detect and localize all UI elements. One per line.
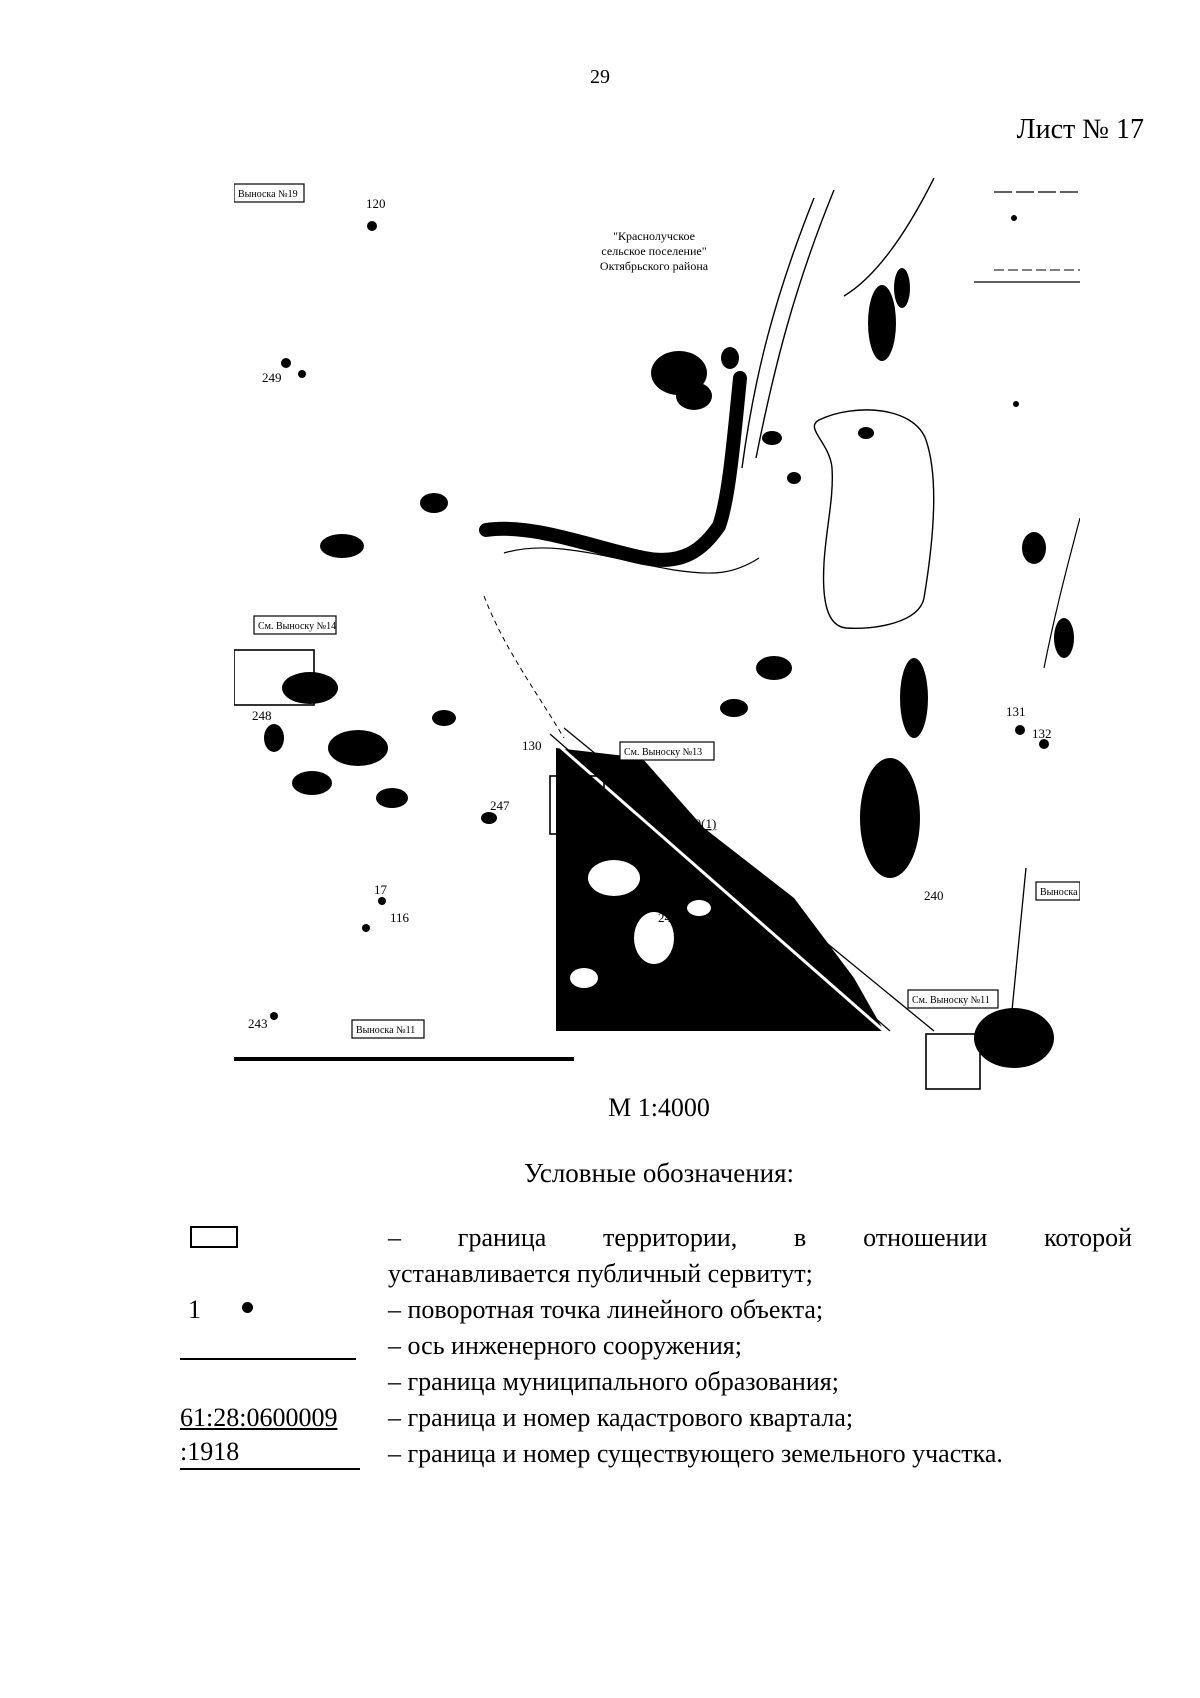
map-canvas (234, 178, 1080, 1090)
label-590: :590(1) (678, 816, 717, 831)
settlement-boundary (814, 410, 933, 628)
cadastral-map (234, 178, 1080, 1090)
svg-text:Октябрьского района: Октябрьского района (599, 259, 709, 273)
legend-symbol-kadastr (180, 1400, 388, 1436)
label-133: 133 (702, 854, 722, 869)
legend-item-servitude-boundary (180, 1220, 1132, 1292)
svg-text:Выноска №11: Выноска №11 (356, 1025, 416, 1036)
callout-c3 (620, 742, 714, 760)
label-245: 245 (658, 910, 678, 925)
callout-c2 (254, 616, 336, 634)
legend-item-land-plot (180, 1436, 1132, 1472)
label-240: 240 (924, 888, 944, 903)
point-icon (242, 1302, 253, 1313)
svg-text:Выноска: Выноска (1040, 887, 1078, 898)
legend-kadastr-number: 61:28:0600009 (180, 1403, 338, 1432)
legend-text: – ось инженерного сооружения; (388, 1331, 742, 1360)
callout-c5 (352, 1020, 424, 1038)
label-130: 130 (522, 738, 542, 753)
municipal-boundary (484, 596, 564, 738)
legend-text: – граница и номер существующего земельного участка. (388, 1439, 1003, 1468)
legend-text: – граница территории, в отношении которой (388, 1223, 1132, 1252)
svg-text:Выноска №19: Выноска №19 (238, 189, 298, 200)
legend (180, 1220, 1132, 1472)
servitude-area-right (926, 1034, 980, 1089)
label-61: 61 (534, 922, 547, 937)
page-number: 29 (590, 66, 610, 88)
label-120: 120 (366, 196, 386, 211)
settlement-label (600, 229, 709, 273)
callout-c1 (234, 184, 304, 202)
label-248: 248 (252, 708, 272, 723)
legend-item-turning-point (180, 1292, 1132, 1328)
svg-text:См. Выноску №13: См. Выноску №13 (624, 747, 703, 758)
label-249: 249 (262, 370, 282, 385)
label-132: 132 (1032, 726, 1052, 741)
svg-text:"Краснолучское: "Краснолучское (613, 229, 695, 243)
callout-c4 (908, 990, 998, 1008)
legend-item-cadastral-quarter (180, 1400, 1132, 1436)
legend-symbol-point (180, 1292, 388, 1328)
legend-symbol-line (180, 1364, 388, 1400)
label-247: 247 (490, 798, 510, 813)
right-pole-line (1010, 868, 1026, 1031)
legend-point-number: 1 (188, 1295, 201, 1324)
label-116: 116 (390, 910, 410, 925)
legend-title: Условные обозначения: (523, 1158, 795, 1188)
legend-text: – граница муниципального образования; (388, 1367, 839, 1396)
map-scale: М 1:4000 (608, 1093, 710, 1122)
legend-plot-number: :1918 (180, 1436, 360, 1470)
callout-c6 (1036, 882, 1080, 900)
legend-text: – граница и номер кадастрового квартала; (388, 1403, 854, 1432)
legend-text-continued: устанавливается публичный сервитут; (388, 1259, 813, 1288)
legend-symbol-rectangle (180, 1220, 388, 1256)
road-north (742, 198, 814, 468)
svg-text:сельское поселение": сельское поселение" (601, 244, 707, 258)
legend-item-municipal-boundary (180, 1364, 1132, 1400)
label-243: 243 (248, 1016, 268, 1031)
svg-text:См. Выноску №14: См. Выноску №14 (258, 621, 337, 632)
label-17: 17 (374, 882, 387, 897)
legend-text: – поворотная точка линейного объекта; (388, 1295, 824, 1324)
svg-text:См. Выноску №11: См. Выноску №11 (912, 995, 990, 1006)
road-east (844, 178, 934, 296)
sheet-label: Лист № 17 (1016, 114, 1144, 145)
legend-symbol-plot (180, 1436, 388, 1472)
label-131: 131 (1006, 704, 1026, 719)
